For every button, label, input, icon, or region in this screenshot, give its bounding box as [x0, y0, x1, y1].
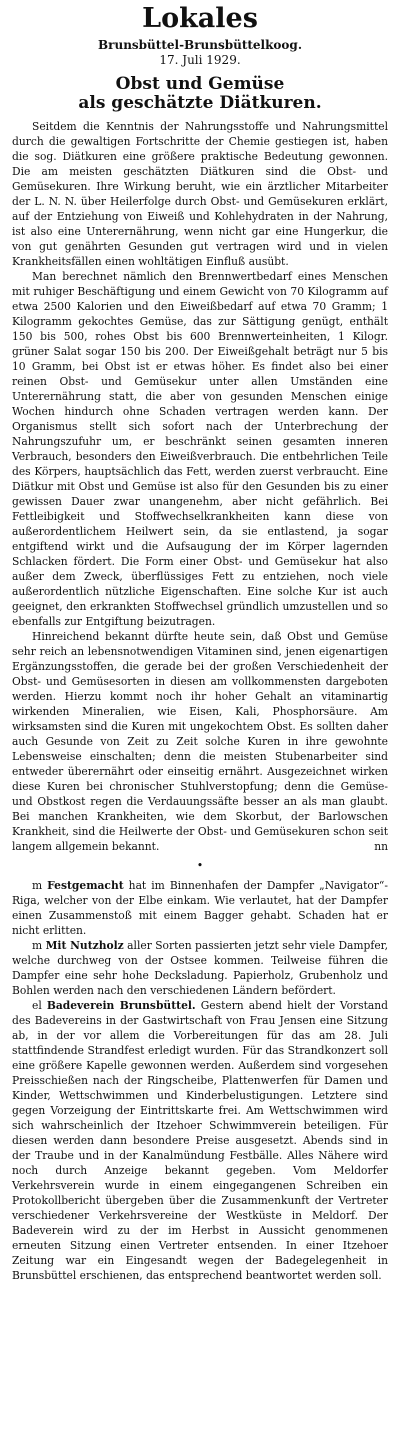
article-body	[12, 119, 388, 854]
article-headline-line-2: als geschätzte Diätkuren.	[78, 93, 322, 113]
dateline-place: Brunsbüttel-Brunsbüttelkoog.	[98, 38, 302, 52]
news-item-prefix: m	[32, 879, 48, 892]
news-item-festgemacht	[12, 878, 388, 938]
article-paragraph-3-text: Hinreichend bekannt dürfte heute sein, daß Obst und Gemüse sehr reich an lebensnotwendigen Vitaminen sind, jenen eigenartigen Ergänzungsstoffen, die gerade bei der großen Verschiedenheit der Obst- und Gemüsesorten in diesen am vollkommensten dargeboten werden. Hierzu kommt noch ihr hoher Gehalt an vitaminartig wirkenden Mineralien, wie Eisen, Kali, Phosphorsäure. Am wirksamsten sind die Kuren mit ungekochtem Obst. Es sollten daher auch Gesunde von Zeit zu Zeit solche Kuren in ihre gewohnte Lebensweise einschalten; denn die meisten Stubenarbeiter sind entweder überernährt oder einseitig ernährt. Ausgezeichnet wirken diese Kuren bei chronischer Stuhlverstopfung; denn die Gemüse- und Obstkost regen die Verdauungssäfte besser an als man glaubt. Bei manchen Krankheiten, wie dem Skorbut, der Barlowschen Krankheit, sind die Heilwerte der Obst- und Gemüsekuren schon seit langem allgemein bekannt.	[12, 630, 388, 853]
article-paragraph-2: Man berechnet nämlich den Brennwertbedarf eines Menschen mit ruhiger Beschäftigung und einem Gewicht von 70 Kilogramm auf etwa 2500 Kalorien und den Eiweißbedarf auf etwa 70 Gramm; 1 Kilogramm gekochtes Gemüse, das zur Sättigung genügt, enthält 150 bis 500, rohes Obst bis 600 Brennwerteinheiten, 1 Kilogr. grüner Salat sogar 150 bis 200. Der Eiweißgehalt beträgt nur 5 bis 10 Gramm, bei Obst ist er etwas höher. Es findet also bei einer reinen Obst- und Gemüsekur unter allen Umständen eine Unterernährung statt, die aber von gesunden Menschen einige Wochen hindurch ohne Schaden vertragen werden kann. Der Organismus stellt sich sofort nach der Unterbrechung der Nahrungszufuhr um, er beschränkt seinen gesamten inneren Verbrauch, besonders den Eiweißverbrauch. Die entbehrlichen Teile des Körpers, hauptsächlich das Fett, werden zuerst verbraucht. Eine Diätkur mit Obst und Gemüse ist also für den Gesunden bis zu einer gewissen Dauer zwar unangenehm, aber nicht gefährlich. Bei Fettleibigkeit und Stoffwechselkrankheiten kann diese von außerordentlichem Heilwert sein, da sie entlastend, ja sogar entgiftend wirkt und die Aufsaugung der im Körper lagernden Schlacken fördert. Die Form einer Obst- und Gemüsekur hat also außer dem Zweck, überflüssiges Fett zu entziehen, noch viele außerordentlich nützliche Eigenschaften. Eine solche Kur ist auch geeignet, den erkrankten Stoffwechsel gründlich umzustellen und so ebenfalls zur Entgiftung beizutragen.	[12, 270, 388, 628]
news-item-badeverein	[12, 998, 388, 1283]
article-paragraph-1: Seitdem die Kenntnis der Nahrungsstoffe und Nahrungsmittel durch die gewaltigen Fortschritte der Chemie gestiegen ist, haben die sog. Diätkuren eine größere praktische Bedeutung gewonnen. Die am meisten geschätzten Diätkuren sind die Obst- und Gemüsekuren. Ihre Wirkung beruht, wie ein ärztlicher Mitarbeiter der L. N. N. über Heilerfolge durch Obst- und Gemüsekuren erklärt, auf der Entziehung von Eiweiß und Kohlehydraten in der Nahrung, ist also eine Unterernährung, wenn nicht gar eine Hungerkur, die von gut genährten Gesunden gut vertragen wird und in vielen Krankheitsfällen einen wohltätigen Einfluß ausübt.	[12, 120, 388, 268]
dateline-date: 17. Juli 1929.	[159, 53, 241, 67]
section-title: Lokales	[142, 3, 258, 34]
news-item-prefix: m	[32, 939, 46, 952]
news-item-prefix: el	[32, 999, 47, 1012]
article-paragraph-3	[12, 629, 388, 854]
news-item-nutzholz	[12, 938, 388, 998]
news-item-text: hat im Binnenhafen der Dampfer „Navigator“-Riga, welcher von der Elbe einkam. Wie verlautet, hat der Dampfer einen Zusammenstoß mit einem Bagger gehabt. Schaden hat er nicht erlitten.	[12, 879, 388, 937]
news-item-text: Gestern abend hielt der Vorstand des Badevereins in der Gastwirtschaft von Frau Jensen eine Sitzung ab, in der vor allem die Vorbereitungen für das am 28. Juli stattfindende Strandfest erledigt wurden. Für das Strandkonzert soll eine größere Kapelle gewonnen werden. Außerdem sind vorgesehen Preisschießen nach der Ringscheibe, Plattenwerfen für Damen und Kinder, Wettschwimmen und Kinderbelustigungen. Letztere sind gegen Vorzeigung der Eintrittskarte frei. Am Wettschwimmen wird sich wahrscheinlich der Itzehoer Schwimmverein beteiligen. Für diesen werden dann besondere Preise ausgesetzt. Abends sind in der Traube und in der Kanalmündung Festbälle. Alles Nähere wird noch durch Anzeige bekannt gegeben. Vom Meldorfer Verkehrsverein wurde in einem eingegangenen Schreiben ein Protokollbericht übergeben über die Zusammenkunft der Vertreter verschiedener Verkehrsvereine der Westküste in Meldorf. Der Badeverein wird zu der im Herbst in Aussicht genommenen erneuten Sitzung einen Vertreter entsenden. In einer Itzehoer Zeitung war ein Eingesandt wegen der Badegelegenheit in Brunsbüttel erschienen, das entsprechend beantwortet werden soll.	[12, 999, 389, 1282]
news-item-text: aller Sorten passierten jetzt sehr viele Dampfer, welche durchweg von der Ostsee kommen. Teilweise führen die Dampfer eine sehr hohe Decksladung. Papierholz, Grubenholz und Bohlen werden nach den verschiedenen Ländern befördert.	[12, 939, 388, 997]
news-item-lead: Festgemacht	[47, 879, 124, 892]
article-headline	[12, 75, 388, 113]
news-item-lead: Mit Nutzholz	[45, 939, 124, 952]
article-separator: •	[196, 859, 204, 872]
article-author-mark: nn	[374, 840, 388, 853]
news-item-lead: Badeverein Brunsbüttel.	[46, 999, 196, 1012]
article-headline-line-1: Obst und Gemüse	[115, 74, 285, 94]
